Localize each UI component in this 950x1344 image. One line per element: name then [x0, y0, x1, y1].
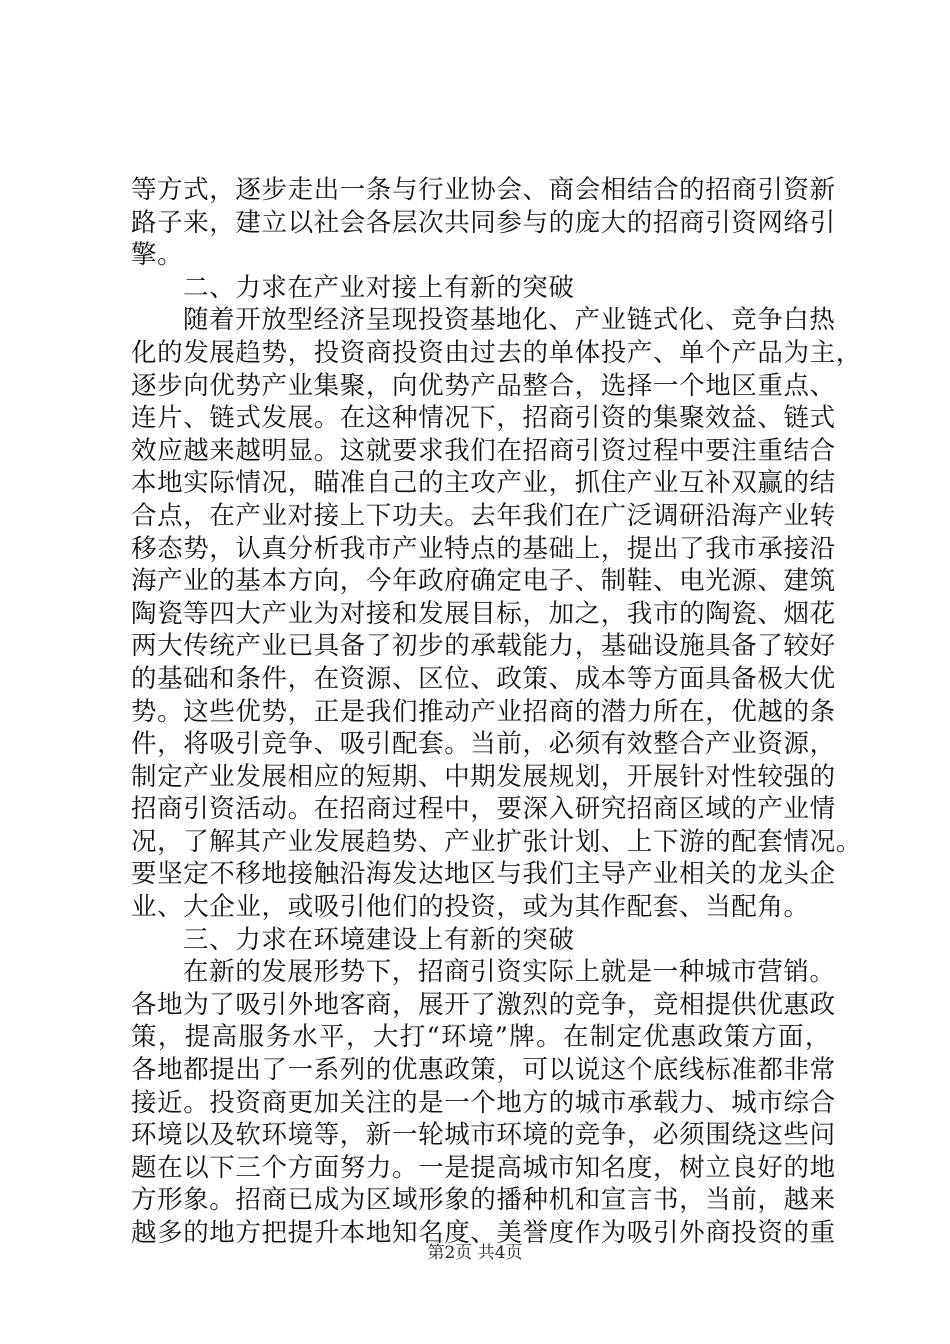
- text-line: 接近。投资商更加关注的是一个地方的城市承载力、城市综合: [131, 1087, 836, 1118]
- text-line: 策，提高服务水平，大打“环境”牌。在制定优惠政策方面，: [131, 1022, 831, 1053]
- text-line: 两大传统产业已具备了初步的承载能力，基础设施具备了较好: [131, 631, 836, 662]
- text-line: 移态势，认真分析我市产业特点的基础上，提出了我市承接沿: [131, 533, 836, 564]
- text-line: 方形象。招商已成为区域形象的播种机和宣言书，当前，越来: [131, 1185, 836, 1216]
- section-heading: 二、力求在产业对接上有新的突破: [183, 272, 575, 303]
- text-line: 逐步向优势产业集聚，向优势产品整合，选择一个地区重点、: [131, 370, 836, 401]
- text-line: 环境以及软环境等，新一轮城市环境的竞争，必须围绕这些问: [131, 1120, 836, 1151]
- text-line: 题在以下三个方面努力。一是提高城市知名度，树立良好的地: [131, 1152, 836, 1183]
- text-line: 制定产业发展相应的短期、中期发展规划，开展针对性较强的: [131, 761, 836, 792]
- text-line: 海产业的基本方向，今年政府确定电子、制鞋、电光源、建筑: [131, 566, 836, 597]
- text-line: 况，了解其产业发展趋势、产业扩张计划、上下游的配套情况。: [131, 826, 862, 857]
- text-line: 在新的发展形势下，招商引资实际上就是一种城市营销。: [183, 957, 836, 988]
- document-body: [131, 174, 862, 1250]
- text-line: 合点，在产业对接上下功夫。去年我们在广泛调研沿海产业转: [131, 500, 836, 531]
- text-line: 要坚定不移地接触沿海发达地区与我们主导产业相关的龙头企: [131, 859, 836, 890]
- text-line: 随着开放型经济呈现投资基地化、产业链式化、竞争白热: [183, 305, 836, 336]
- text-line: 本地实际情况，瞄准自己的主攻产业，抓住产业互补双赢的结: [131, 468, 836, 499]
- text-line: 各地为了吸引外地客商，展开了激烈的竞争，竞相提供优惠政: [131, 989, 836, 1020]
- text-line: 各地都提出了一系列的优惠政策，可以说这个底线标准都非常: [131, 1055, 836, 1086]
- text-line: 路子来，建立以社会各层次共同参与的庞大的招商引资网络引: [131, 207, 836, 238]
- page-footer: 第2页 共4页: [427, 1243, 523, 1263]
- text-line: 业、大企业，或吸引他们的投资，或为其作配套、当配角。: [131, 892, 810, 923]
- text-line: 件，将吸引竞争、吸引配套。当前，必须有效整合产业资源，: [131, 729, 836, 760]
- text-line: 越多的地方把提升本地知名度、美誉度作为吸引外商投资的重: [131, 1218, 836, 1248]
- text-line: 连片、链式发展。在这种情况下，招商引资的集聚效益、链式: [131, 403, 836, 434]
- section-heading: 三、力求在环境建设上有新的突破: [183, 924, 575, 955]
- text-line: 效应越来越明显。这就要求我们在招商引资过程中要注重结合: [131, 435, 836, 466]
- text-line: 擎。: [131, 240, 184, 271]
- text-line: 等方式，逐步走出一条与行业协会、商会相结合的招商引资新: [131, 175, 836, 205]
- text-line: 化的发展趋势，投资商投资由过去的单体投产、单个产品为主，: [131, 337, 862, 368]
- text-line: 招商引资活动。在招商过程中，要深入研究招商区域的产业情: [131, 794, 836, 825]
- text-line: 的基础和条件，在资源、区位、政策、成本等方面具备极大优: [131, 663, 836, 694]
- text-line: 势。这些优势，正是我们推动产业招商的潜力所在，优越的条: [131, 696, 836, 727]
- text-line: 陶瓷等四大产业为对接和发展目标，加之，我市的陶瓷、烟花: [131, 598, 836, 629]
